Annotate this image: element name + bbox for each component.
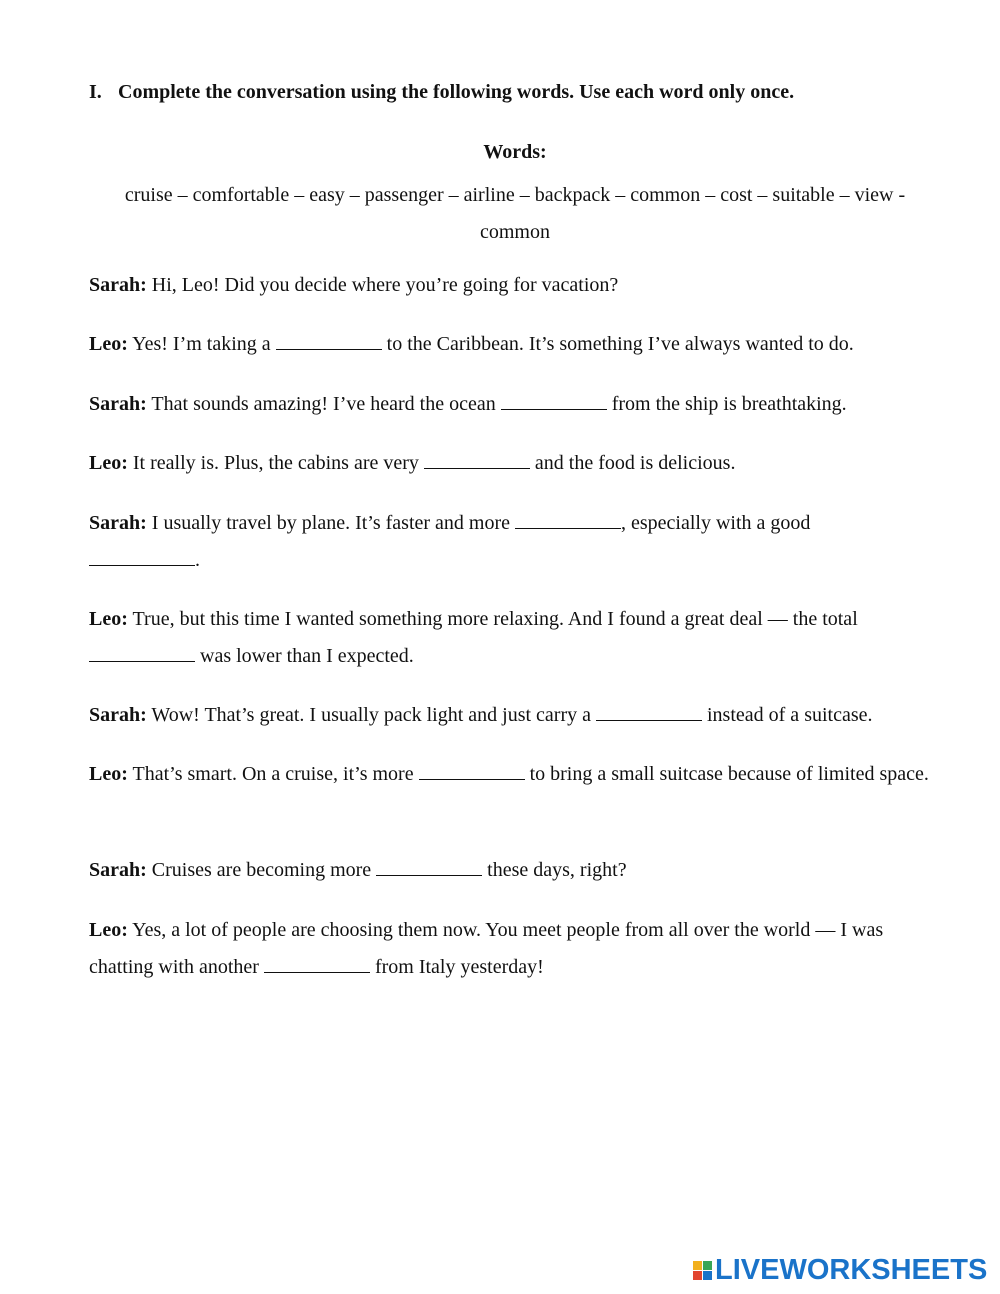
exercise-number: I. [89,81,102,103]
dialogue-text: Hi, Leo! Did you decide where you’re going for vacation? [146,274,619,296]
speaker-label: Sarah: [89,859,147,881]
dialogue-text: and the food is delicious. [529,452,736,474]
dialogue-line [89,386,949,423]
answer-blank[interactable] [89,547,195,566]
dialogue-line [89,267,949,304]
answer-blank[interactable] [596,702,702,721]
answer-blank[interactable] [424,450,530,469]
answer-blank[interactable] [419,761,525,780]
speaker-label: Leo: [89,919,128,941]
dialogue-text: , especially with a good [621,512,811,534]
answer-blank[interactable] [264,954,370,973]
exercise-instruction: Complete the conversation using the following words. Use each word only once. [118,81,795,103]
answer-blank[interactable] [515,510,621,529]
dialogue-text: from Italy yesterday! [369,956,544,978]
dialogue-text: I usually travel by plane. It’s faster and more [146,512,516,534]
speaker-label: Leo: [89,452,128,474]
liveworksheets-logo[interactable] [693,1252,987,1288]
dialogue-text: these days, right? [482,859,627,881]
logo-blocks-icon [693,1261,712,1280]
dialogue-text: instead of a suitcase. [702,704,873,726]
answer-blank[interactable] [376,857,482,876]
speaker-label: Sarah: [89,704,147,726]
dialogue-line [89,445,949,482]
logo-text: LIVEWORKSHEETS [715,1253,988,1286]
speaker-label: Leo: [89,333,128,355]
speaker-label: Sarah: [89,393,147,415]
dialogue-text: was lower than I expected. [195,645,414,667]
speaker-label: Sarah: [89,512,147,534]
dialogue-text: Yes, a lot of people are choosing them now. You meet people from all over the world — I was chatting with another [89,919,884,978]
dialogue-text: Cruises are becoming more [146,859,377,881]
answer-blank[interactable] [501,391,607,410]
dialogue-text: to the Caribbean. It’s something I’ve always wanted to do. [381,333,854,355]
dialogue-text: from the ship is breathtaking. [606,393,847,415]
dialogue-text: to bring a small suitcase because of limited space. [524,763,929,785]
dialogue-text: Yes! I’m taking a [127,333,276,355]
dialogue-line [89,326,949,363]
answer-blank[interactable] [89,643,195,662]
dialogue-text: . [195,549,200,571]
dialogue-text: That’s smart. On a cruise, it’s more [127,763,419,785]
dialogue-text: Wow! That’s great. I usually pack light and just carry a [146,704,596,726]
dialogue-text: That sounds amazing! I’ve heard the ocean [146,393,501,415]
speaker-label: Leo: [89,763,128,785]
speaker-label: Sarah: [89,274,147,296]
word-bank-title: Words: [483,141,547,163]
dialogue-line [89,852,949,889]
speaker-label: Leo: [89,608,128,630]
dialogue-line [89,697,949,734]
word-bank-list: cruise – comfortable – easy – passenger – airline – backpack – common – cost – suitable – view - common [124,184,906,243]
dialogue-line [89,912,949,986]
dialogue-text: True, but this time I wanted something more relaxing. And I found a great deal — the total [127,608,858,630]
dialogue-text: It really is. Plus, the cabins are very [127,452,424,474]
exercise-heading [89,81,794,104]
dialogue-line [89,601,919,675]
dialogue-line [89,756,934,793]
dialogue-line [89,505,859,579]
answer-blank[interactable] [276,331,382,350]
